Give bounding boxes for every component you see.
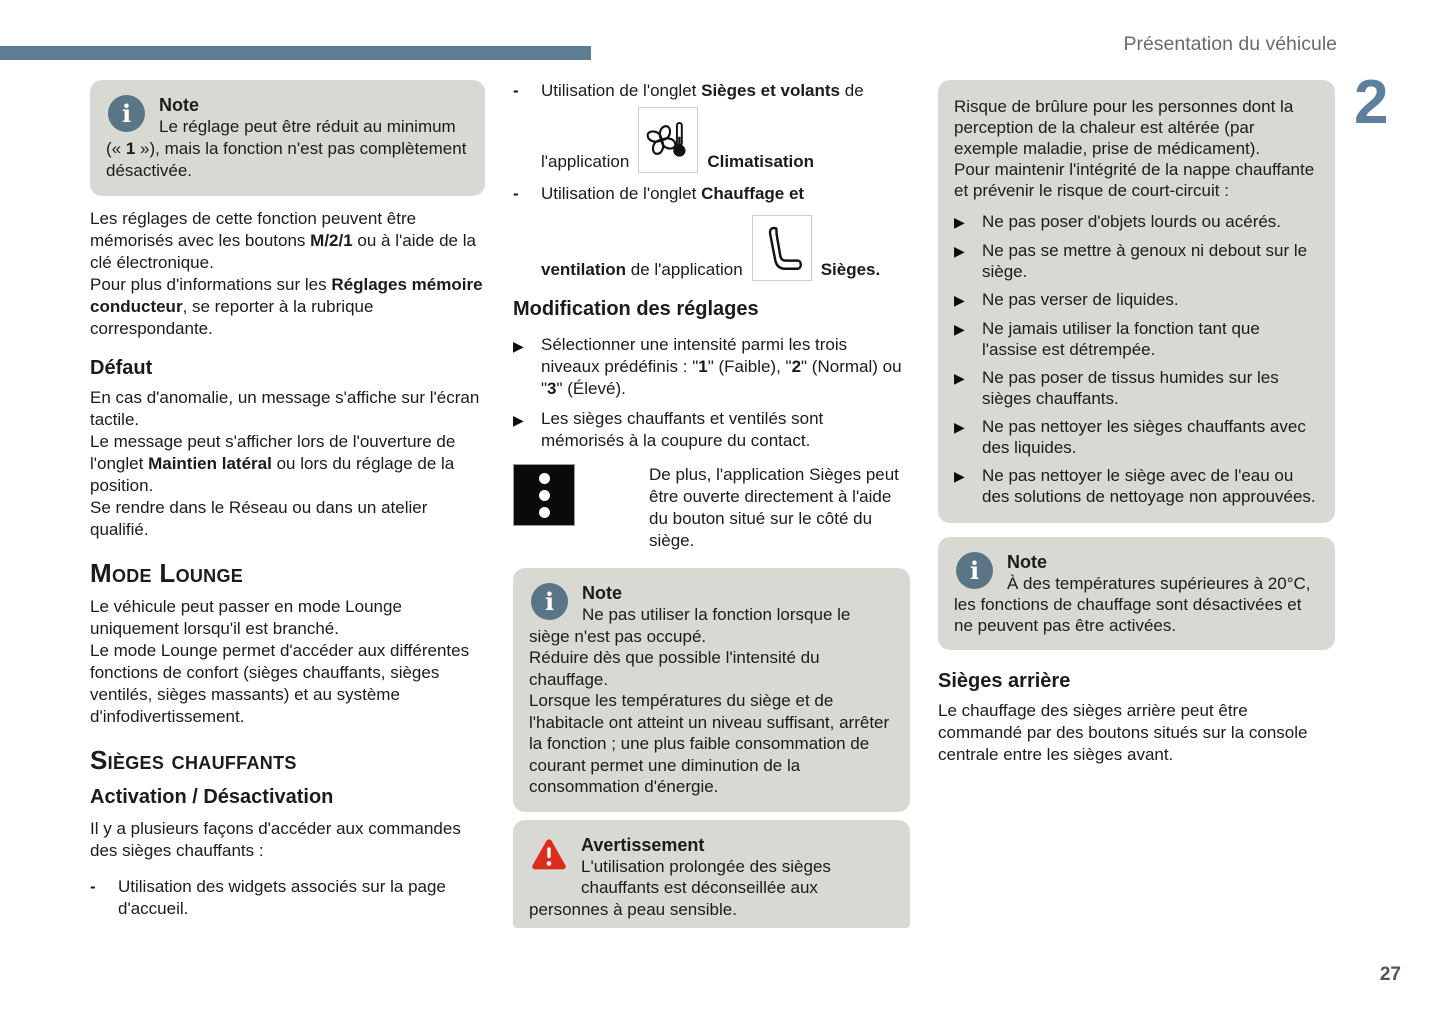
list-item <box>513 183 910 281</box>
arrow-bullet-icon: ▶ <box>954 419 965 435</box>
note-title: Note <box>159 95 199 115</box>
app-name: Sièges. <box>820 260 881 279</box>
info-icon: i <box>108 95 145 132</box>
side-button-text: De plus, l'application Sièges peut être ouverte directement à l'aide du bouton situé sur le côté du siège. <box>649 465 899 550</box>
sieges-app-icon <box>752 215 812 281</box>
arrow-bullet-icon: ▶ <box>513 338 524 354</box>
heading-modification: Modification des réglages <box>513 298 759 320</box>
info-icon: i <box>956 552 993 589</box>
warning-triangle-icon <box>529 835 569 873</box>
safety-item: ▶ Ne jamais utiliser la fonction tant que l'assise est détrempée. <box>954 319 1260 359</box>
dash-bullet-icon: - <box>513 81 519 100</box>
note-title: Note <box>1007 552 1047 572</box>
heading-activation: Activation / Désactivation <box>90 786 334 808</box>
instruction-item: ▶ Les sièges chauffants et ventilés sont mémorisés à la coupure du contact. <box>513 409 824 450</box>
safety-item: ▶ Ne pas poser de tissus humides sur les sièges chauffants. <box>954 368 1279 408</box>
note-title: Note <box>582 583 622 603</box>
note-body: À des températures supérieures à 20°C, les fonctions de chauffage sont désactivées et ne peuvent pas être activées. <box>954 574 1311 635</box>
column-right <box>938 80 1335 766</box>
page-header-title: Présentation du véhicule <box>1123 33 1337 55</box>
paragraph: En cas d'anomalie, un message s'affiche sur l'écran tactile. Le message peut s'afficher lors de l'ouverture de l'onglet Maintien latéral ou lors du réglage de la position. Se rendre dans le Réseau ou dans un atelier qualifié. <box>90 388 480 539</box>
arrow-bullet-icon: ▶ <box>954 468 965 484</box>
warning-title: Avertissement <box>581 834 705 855</box>
paragraph: Le chauffage des sièges arrière peut être commandé par des boutons situés sur la console centrale entre les sièges avant. <box>938 701 1308 764</box>
heading-mode-lounge: Mode Lounge <box>90 558 244 588</box>
heading-sieges-chauffants: Sièges chauffants <box>90 745 297 775</box>
app-name: Climatisation <box>707 152 815 171</box>
instruction-item: ▶ Sélectionner une intensité parmi les trois niveaux prédéfinis : "1" (Faible), "2" (Normal) ou "3" (Élevé). <box>513 335 902 398</box>
paragraph: Le véhicule peut passer en mode Lounge uniquement lorsqu'il est branché. Le mode Lounge permet d'accéder aux différentes fonctions de confort (sièges chauffants, sièges ventilés, sièges massants) et au système d'infodivertissement. <box>90 597 470 726</box>
note-box <box>513 568 910 812</box>
note-body: Le réglage peut être réduit au minimum (« 1 »), mais la fonction n'est pas complètement désactivée. <box>106 117 467 180</box>
seat-side-button-icon <box>513 464 575 526</box>
safety-intro: Risque de brûlure pour les personnes dont la perception de la chaleur est altérée (par exemple maladie, prise de médicament). Pour maintenir l'intégrité de la nappe chauffante et prévenir le risque de court-circuit : <box>954 97 1315 200</box>
list-item-text: Utilisation de l'onglet Sièges et volants de <box>541 81 864 100</box>
list-item <box>513 80 910 173</box>
side-button-note <box>513 464 910 552</box>
climatisation-app-icon <box>638 107 698 173</box>
safety-item: ▶ Ne pas nettoyer les sièges chauffants avec des liquides. <box>954 417 1306 457</box>
heading-sieges-arriere: Sièges arrière <box>938 670 1071 692</box>
warning-body: L'utilisation prolongée des sièges chauffants est déconseillée aux personnes à peau sensible. <box>529 856 831 919</box>
heading-defaut: Défaut <box>90 357 153 379</box>
dash-bullet-icon: - <box>513 184 519 203</box>
safety-box <box>938 80 1335 523</box>
safety-item: ▶ Ne pas poser d'objets lourds ou acérés. <box>954 212 1282 231</box>
column-left <box>90 80 485 920</box>
arrow-bullet-icon: ▶ <box>954 292 965 308</box>
list-item: - Utilisation des widgets associés sur la page d'accueil. <box>90 877 446 918</box>
warning-box <box>513 820 910 929</box>
chapter-accent-bar <box>0 46 591 60</box>
info-icon: i <box>531 583 568 620</box>
fan-thermometer-icon <box>642 112 694 168</box>
safety-item: ▶ Ne pas verser de liquides. <box>954 290 1179 309</box>
paragraph: Il y a plusieurs façons d'accéder aux commandes des sièges chauffants : <box>90 819 461 860</box>
list-item-text: ventilation de l'application <box>541 260 743 279</box>
list-item-text: l'application <box>541 152 630 171</box>
seat-icon <box>756 220 808 276</box>
arrow-bullet-icon: ▶ <box>954 243 965 259</box>
arrow-bullet-icon: ▶ <box>954 370 965 386</box>
paragraph: Les réglages de cette fonction peuvent être mémorisés avec les boutons M/2/1 ou à l'aide de la clé électronique. Pour plus d'informations sur les Réglages mémoire conducteur, se reporter à la rubrique correspondante. <box>90 209 483 338</box>
note-box <box>90 80 485 196</box>
dash-bullet-icon: - <box>90 877 96 896</box>
safety-item: ▶ Ne pas se mettre à genoux ni debout sur le siège. <box>954 241 1308 281</box>
page-number: 27 <box>1379 964 1401 985</box>
arrow-bullet-icon: ▶ <box>513 412 524 428</box>
column-middle <box>513 80 910 928</box>
chapter-number: 2 <box>1354 68 1389 137</box>
note-body: Ne pas utiliser la fonction lorsque le siège n'est pas occupé. Réduire dès que possible l'intensité du chauffage. Lorsque les températures du siège et de l'habitacle ont atteint un niveau suffisant, arrêter la fonction ; une plus faible consommation de courant permet une diminution de la consommation d'énergie. <box>529 605 890 796</box>
note-box <box>938 537 1335 650</box>
arrow-bullet-icon: ▶ <box>954 321 965 337</box>
safety-item: ▶ Ne pas nettoyer le siège avec de l'eau ou des solutions de nettoyage non approuvées. <box>954 466 1316 506</box>
list-item-text: Utilisation de l'onglet Chauffage et <box>541 184 805 203</box>
arrow-bullet-icon: ▶ <box>954 214 965 230</box>
